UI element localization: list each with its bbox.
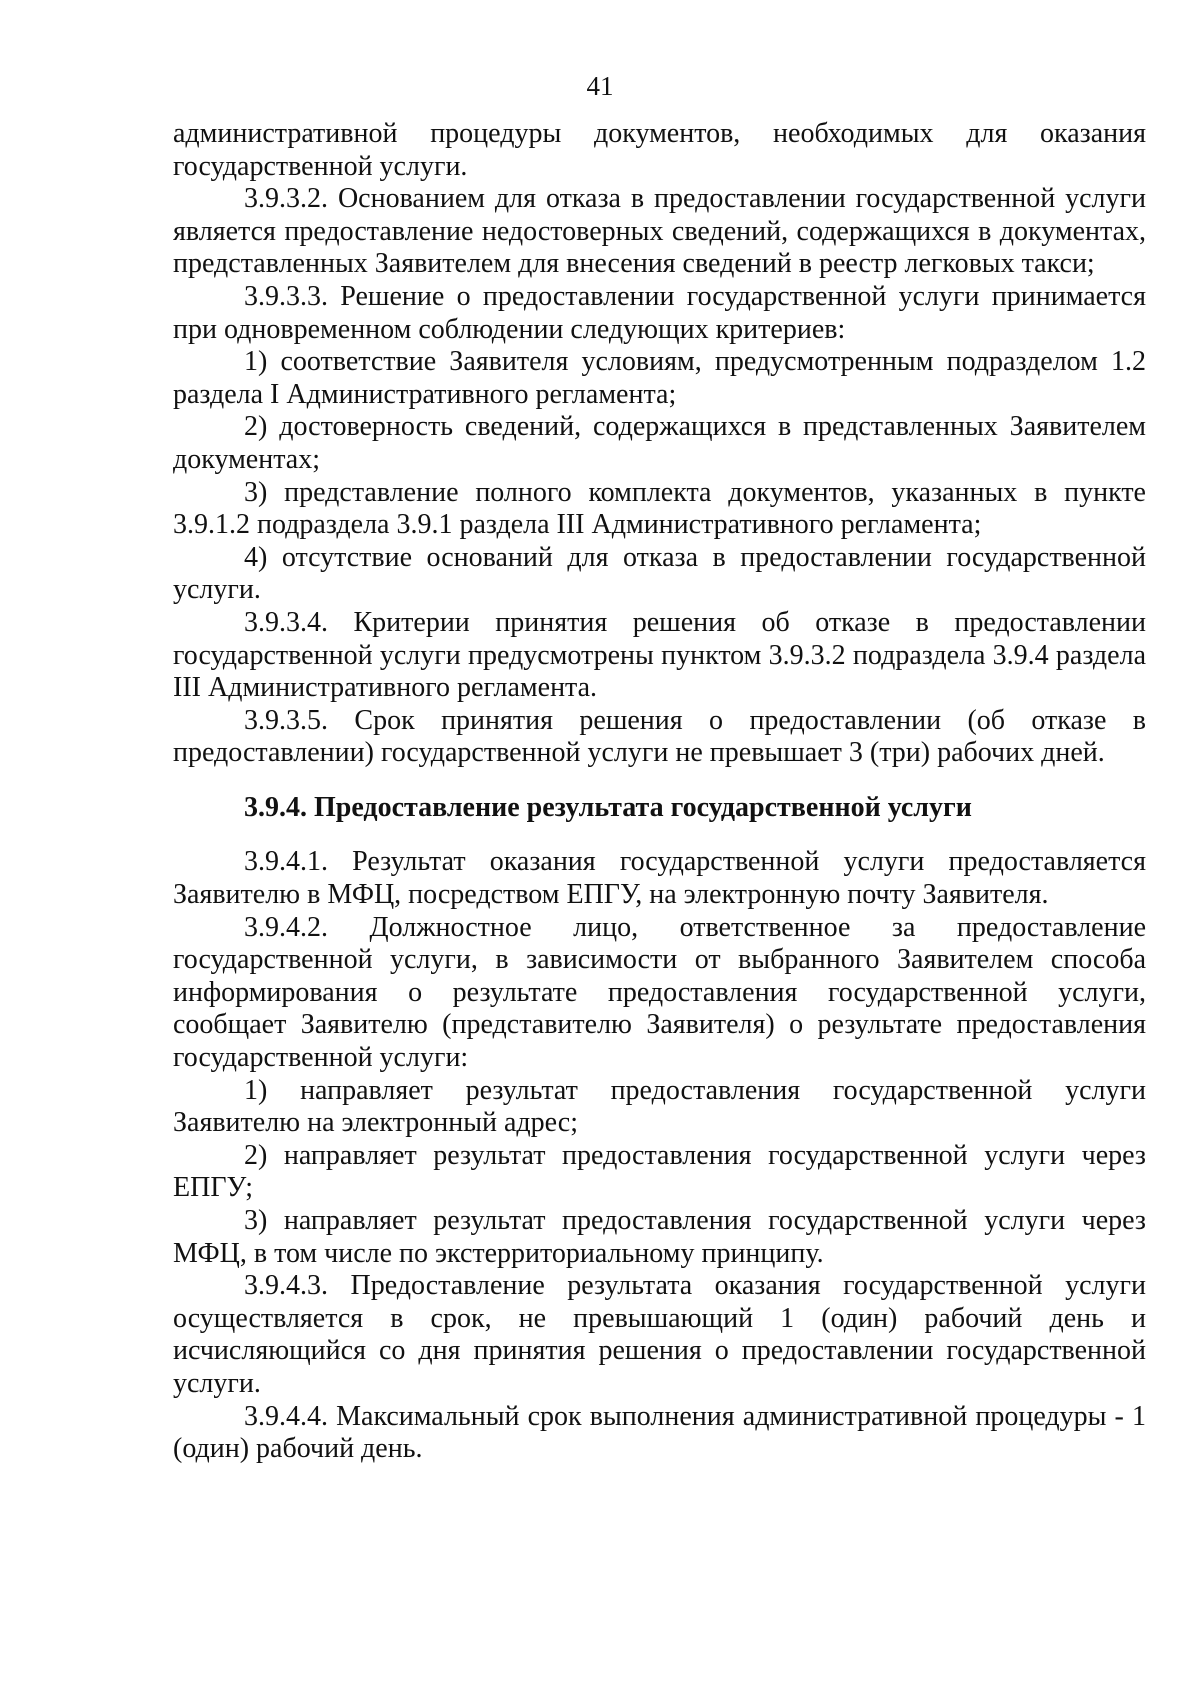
action-item-3: 3) направляет результат предоставления государственной услуги через МФЦ, в том числе по экстерриториальному принципу. xyxy=(173,1205,1146,1269)
criterion-item-2: 2) достоверность сведений, содержащихся в представленных Заявителем документах; xyxy=(173,411,1146,475)
paragraph-continuation: административной процедуры документов, необходимых для оказания государственной услуги. xyxy=(173,118,1146,182)
criterion-item-3: 3) представление полного комплекта документов, указанных в пункте 3.9.1.2 подраздела 3.9.1 раздела III Административного регламента; xyxy=(173,476,1146,541)
paragraph-3-9-4-3: 3.9.4.3. Предоставление результата оказания государственной услуги осуществляется в срок, не превышающий 1 (один) рабочий день и исчисляющийся со дня принятия решения о предоставлении государственной услуги. xyxy=(173,1270,1146,1399)
paragraph-3-9-3-5: 3.9.3.5. Срок принятия решения о предоставлении (об отказе в предоставлении) государственной услуги не превышает 3 (три) рабочих дней. xyxy=(173,704,1146,769)
page-body xyxy=(173,118,1146,1466)
section-heading: 3.9.4. Предоставление результата государственной услуги xyxy=(244,791,972,823)
action-item-2: 2) направляет результат предоставления государственной услуги через ЕПГУ; xyxy=(173,1139,1146,1204)
criterion-item-1: 1) соответствие Заявителя условиям, предусмотренным подразделом 1.2 раздела I Административного регламента; xyxy=(173,346,1146,410)
criterion-item-4: 4) отсутствие оснований для отказа в предоставлении государственной услуги. xyxy=(173,541,1146,606)
paragraph-3-9-4-4: 3.9.4.4. Максимальный срок выполнения административной процедуры - 1 (один) рабочий день. xyxy=(173,1400,1146,1465)
paragraph-3-9-3-3: 3.9.3.3. Решение о предоставлении государственной услуги принимается при одновременном соблюдении следующих критериев: xyxy=(173,280,1146,345)
action-item-1: 1) направляет результат предоставления государственной услуги Заявителю на электронный адрес; xyxy=(173,1074,1146,1139)
paragraph-3-9-4-2: 3.9.4.2. Должностное лицо, ответственное за предоставление государственной услуги, в зависимости от выбранного Заявителем способа информирования о результате предоставления государственной услуги, сообщает Заявителю (представителю Заявителя) о результате предоставления государственной услуги: xyxy=(173,911,1146,1074)
paragraph-3-9-4-1: 3.9.4.1. Результат оказания государственной услуги предоставляется Заявителю в МФЦ, посредством ЕПГУ, на электронную почту Заявителя. xyxy=(173,846,1146,911)
paragraph-3-9-3-4: 3.9.3.4. Критерии принятия решения об отказе в предоставлении государственной услуги предусмотрены пунктом 3.9.3.2 подраздела 3.9.4 раздела III Административного регламента. xyxy=(173,606,1146,704)
page-number: 41 xyxy=(586,71,614,101)
paragraph-3-9-3-2: 3.9.3.2. Основанием для отказа в предоставлении государственной услуги является предоставление недостоверных сведений, содержащихся в документах, представленных Заявителем для внесения сведений в реестр легковых такси; xyxy=(173,183,1146,280)
